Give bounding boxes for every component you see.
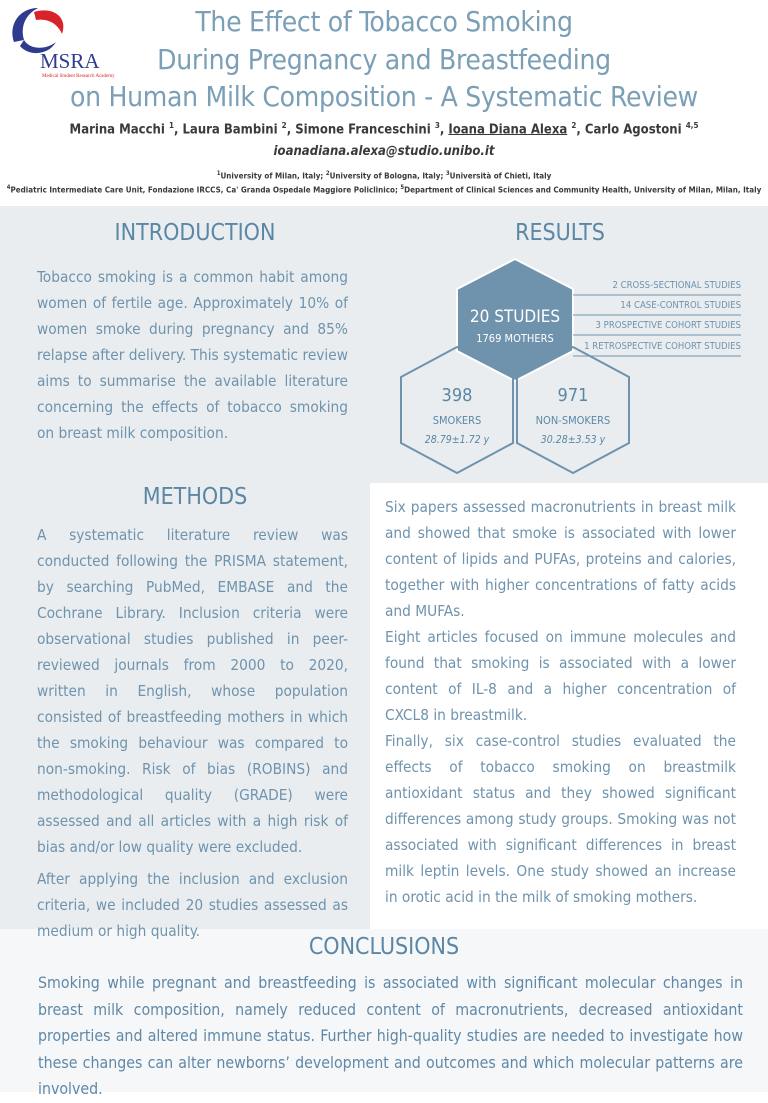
- author-name-presenting: Ioana Diana Alexa: [448, 122, 568, 138]
- results-heading: RESULTS: [515, 220, 605, 246]
- affiliations-line-2: [0, 184, 768, 195]
- affil-text: Pediatric Intermediate Care Unit, Fondazione IRCCS, Ca' Granda Ospedale Maggiore Policlinico;: [10, 185, 401, 195]
- poster-title-line-3: on Human Milk Composition - A Systematic Review: [70, 80, 698, 113]
- study-summary-diagram: [395, 255, 745, 475]
- affiliations-line-1: [0, 170, 768, 181]
- introduction-heading: INTRODUCTION: [114, 220, 276, 246]
- author-name: Laura Bambini: [182, 122, 278, 138]
- results-text: [385, 494, 736, 910]
- contact-email: ioanadiana.alexa@studio.unibo.it: [273, 144, 495, 159]
- study-type-1: 2 CROSS-SECTIONAL STUDIES: [612, 280, 741, 291]
- total-studies-label: 20 STUDIES: [469, 307, 561, 327]
- smokers-count: 398: [441, 385, 473, 406]
- affil-text: Università of Chieti, Italy: [449, 171, 552, 181]
- smokers-label: SMOKERS: [432, 414, 482, 427]
- results-paragraph: Finally, six case-control studies evaluated the effects of tobacco smoking on breastmilk antioxidant status and they showed significant differences among study groups. Smoking was not associated with significant differences in breast milk leptin levels. One study showed an increase in orotic acid in the milk of smoking mothers.: [385, 732, 736, 906]
- conclusions-text: Smoking while pregnant and breastfeeding is associated with significant molecular changes in breast milk composition, namely reduced content of macronutrients, decreased antioxidant properties and altered immune status. Further high-quality studies are needed to investigate how these changes can alter newborns’ development and outcomes and which molecular patterns are involved.: [38, 973, 743, 1098]
- methods-heading: METHODS: [142, 484, 248, 510]
- affil-number: 3: [445, 170, 450, 177]
- author-list: Marina Macchi $^1$, Laura Bambini $^2$, Simone Franceschini $^3$, Ioana Diana Alexa $^2$, Carlo Agostoni $^{4,5}$: [69, 121, 699, 138]
- author-affil: 2: [571, 121, 577, 130]
- logo-text: MSRA: [40, 49, 100, 73]
- affil-number: 4: [6, 184, 11, 191]
- poster-title-line-2: During Pregnancy and Breastfeeding: [157, 43, 611, 76]
- study-type-3: 3 PROSPECTIVE COHORT STUDIES: [595, 320, 741, 331]
- results-paragraph: Six papers assessed macronutrients in breast milk and showed that smoke is associated with lower content of lipids and PUFAs, proteins and calories, together with higher concentrations of fatty acids and MUFAs.: [385, 498, 736, 620]
- author-name: Marina Macchi: [69, 122, 165, 138]
- non-smokers-label: NON-SMOKERS: [535, 414, 611, 427]
- logo-subtitle: Medical Student Research Academy: [42, 74, 115, 79]
- affil-text: University of Milan, Italy;: [220, 171, 326, 181]
- methods-paragraph: A systematic literature review was conducted following the PRISMA statement, by searching PubMed, EMBASE and the Cochrane Library. Inclusion criteria were observational studies published in peer-reviewed journals from 2000 to 2020, written in English, whose population consisted of breastfeeding mothers in which the smoking behaviour was compared to non-smoking. Risk of bias (ROBINS) and methodological quality (GRADE) were assessed and all articles with a high risk of bias and/or low quality were excluded.: [37, 526, 348, 856]
- total-mothers-label: 1769 MOTHERS: [476, 332, 554, 345]
- affil-text: Department of Clinical Sciences and Community Health, University of Milan, Milan, Italy: [404, 185, 762, 195]
- affil-number: 5: [400, 184, 405, 191]
- affil-number: 2: [325, 170, 330, 177]
- methods-paragraph: After applying the inclusion and exclusion criteria, we included 20 studies assessed as medium or high quality.: [37, 870, 348, 940]
- non-smokers-age: 30.28±3.53 y: [540, 434, 606, 446]
- author-name: Simone Franceschini: [295, 122, 431, 138]
- methods-text: [37, 522, 348, 944]
- smokers-age: 28.79±1.72 y: [424, 434, 490, 446]
- affil-number: 1: [216, 170, 221, 177]
- author-name: Carlo Agostoni: [584, 122, 682, 138]
- conclusions-heading: CONCLUSIONS: [308, 934, 460, 960]
- poster-title-line-1: The Effect of Tobacco Smoking: [195, 5, 573, 38]
- introduction-text: Tobacco smoking is a common habit among women of fertile age. Approximately 10% of women smoke during pregnancy and 85% relapse after delivery. This systematic review aims to summarise the available literature concerning the effects of tobacco smoking on breast milk composition.: [37, 268, 348, 442]
- study-type-4: 1 RETROSPECTIVE COHORT STUDIES: [584, 341, 741, 352]
- affil-text: University of Bologna, Italy;: [329, 171, 446, 181]
- author-affil: 2: [281, 121, 287, 130]
- non-smokers-count: 971: [557, 385, 589, 406]
- results-paragraph: Eight articles focused on immune molecules and found that smoking is associated with a lower content of IL-8 and a higher concentration of CXCL8 in breastmilk.: [385, 628, 736, 724]
- author-affil: 4,5: [685, 121, 699, 130]
- author-affil: 3: [434, 121, 440, 130]
- author-affil: 1: [168, 121, 174, 130]
- study-type-2: 14 CASE-CONTROL STUDIES: [620, 300, 741, 311]
